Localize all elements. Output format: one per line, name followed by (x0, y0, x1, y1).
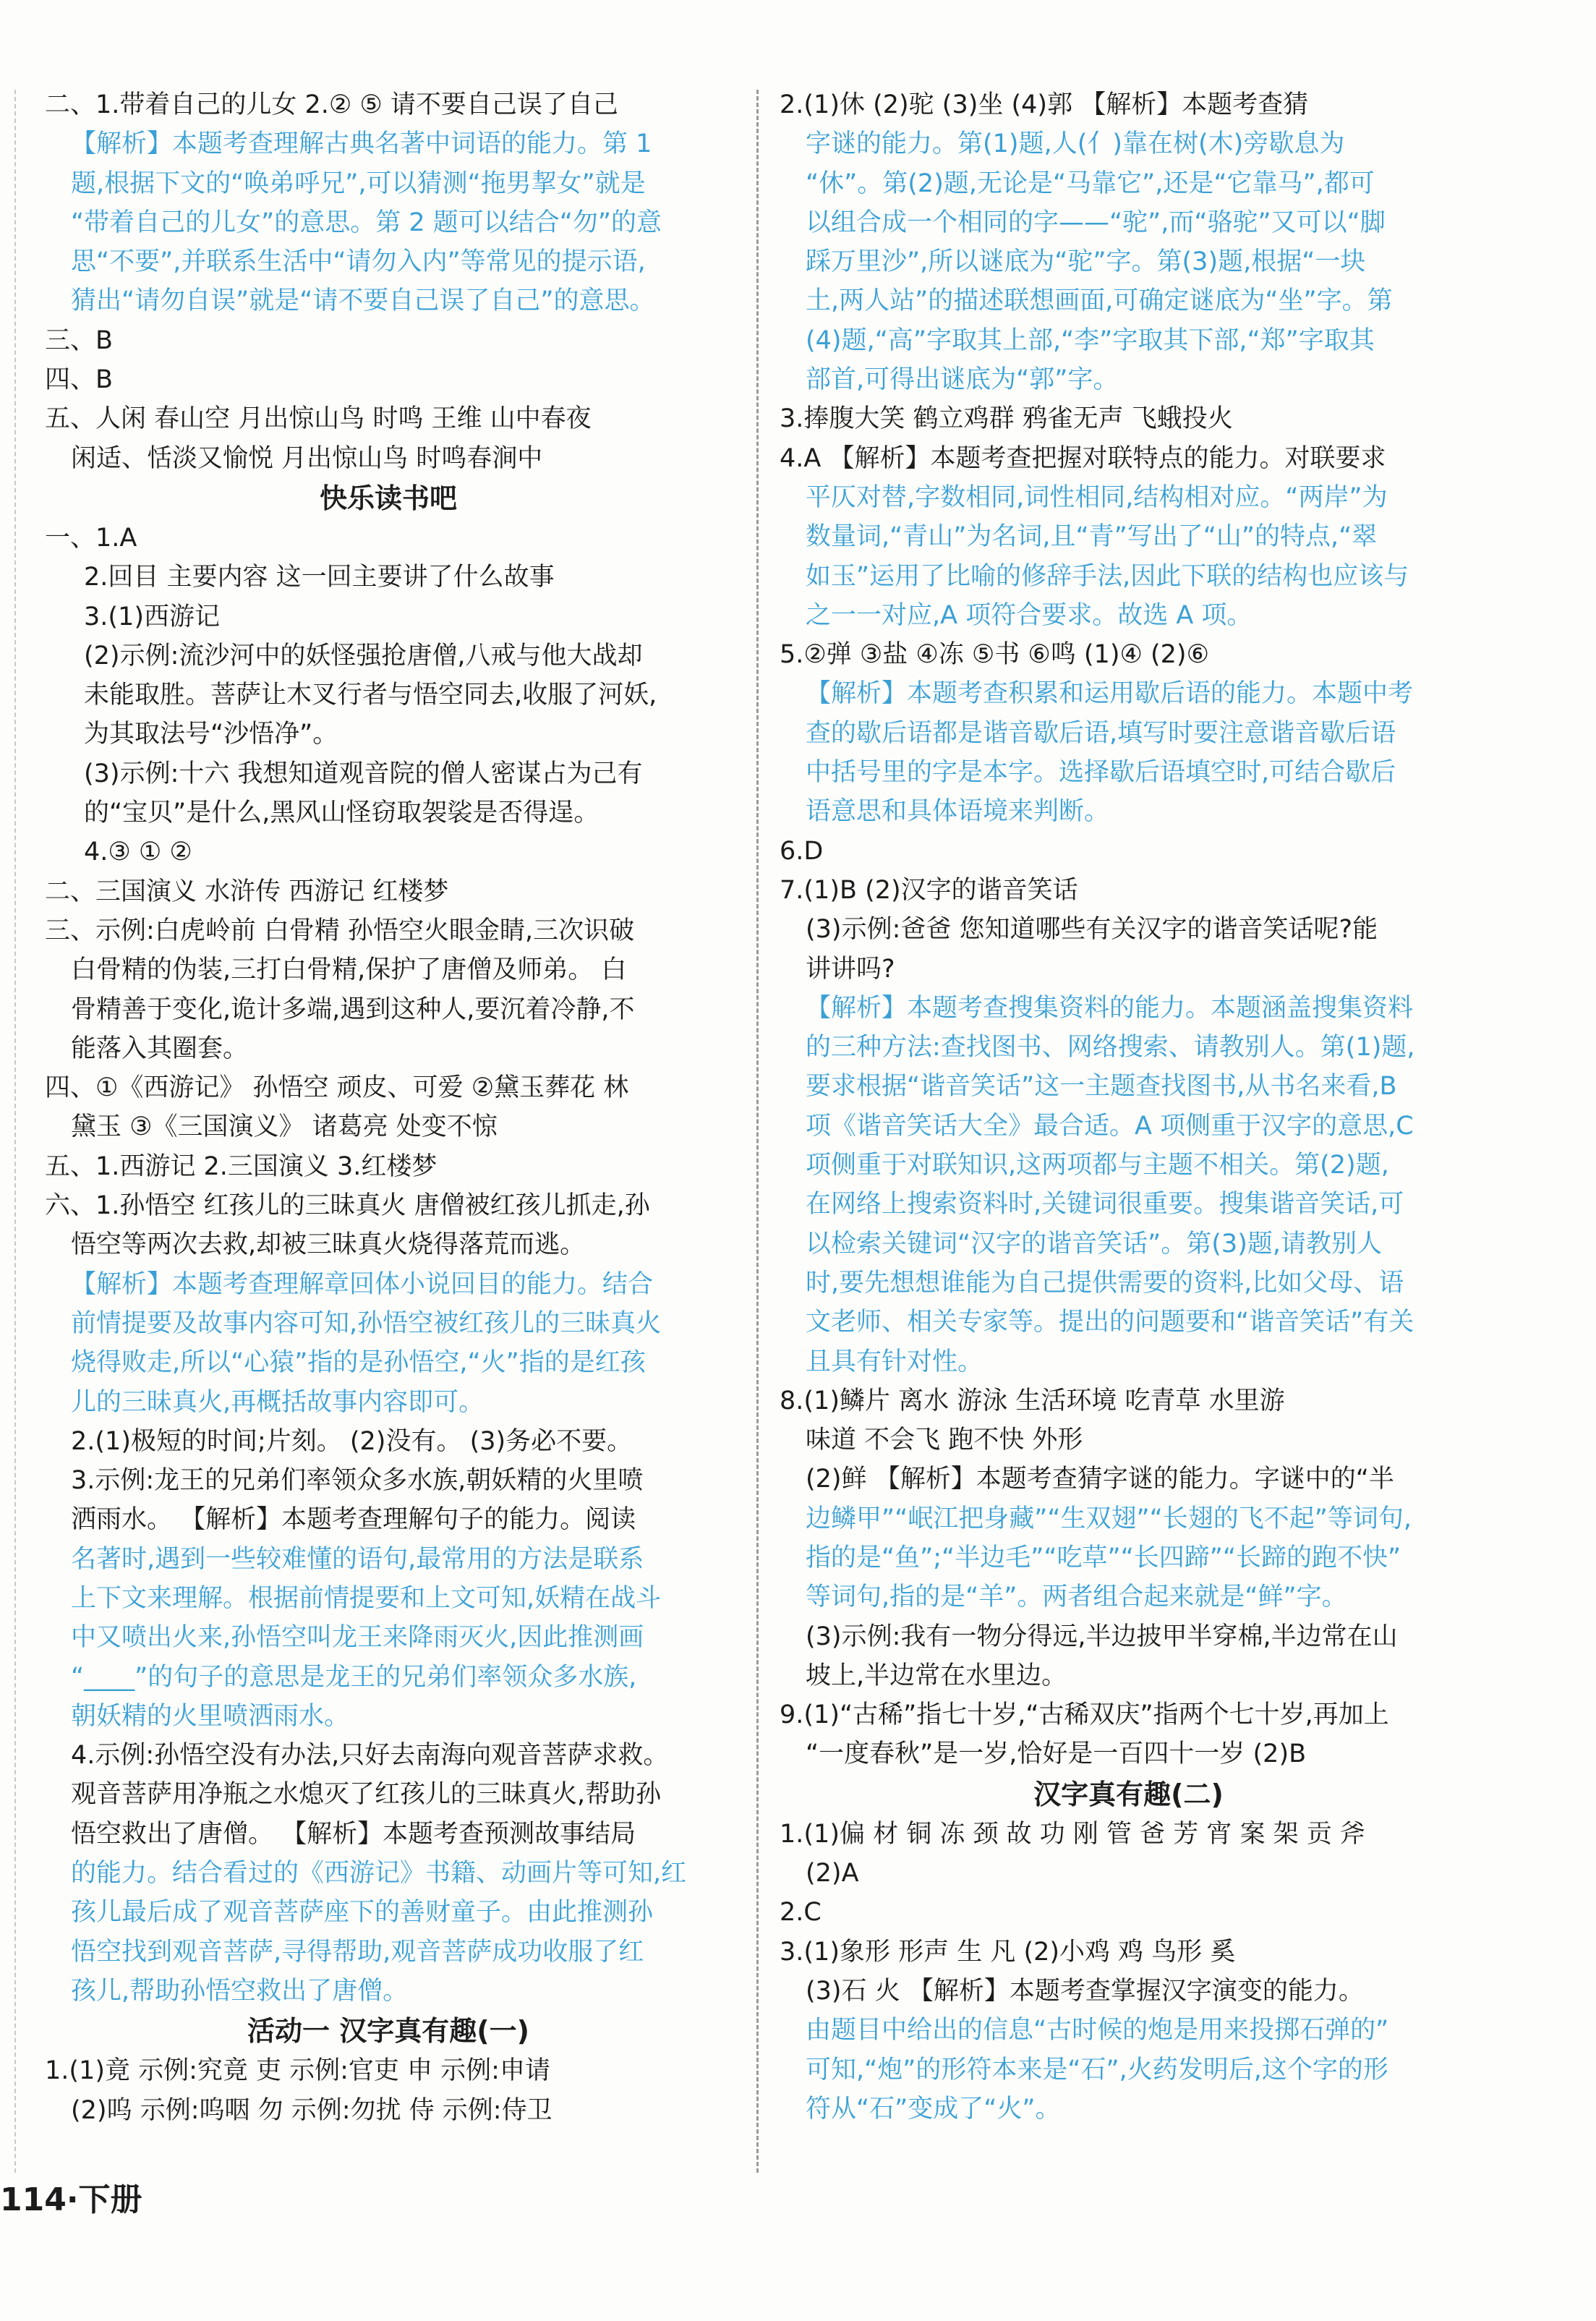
right-text-line: 要求根据“谐音笑话”这一主题查找图书,从书名来看,B (806, 1072, 1397, 1102)
right-text-line: 2.(1)休 (2)驼 (3)坐 (4)郭 【解析】本题考查猜 (780, 90, 1309, 119)
right-text-line: 9.(1)“古稀”指七十岁,“古稀双庆”指两个七十岁,再加上 (780, 1700, 1389, 1730)
left-text-line: 为其取法号“沙悟净”。 (84, 720, 338, 749)
right-text-line: (3)示例:我有一物分得远,半边披甲半穿棉,半边常在山 (806, 1622, 1398, 1651)
right-text-line: “一度春秋”是一岁,恰好是一百四十一岁 (2)B (806, 1739, 1307, 1769)
right-text-line: 语意思和具体语境来判断。 (806, 797, 1110, 827)
right-text-line: 时,要先想想谁能为自己提供需要的资料,比如父母、语 (806, 1268, 1404, 1298)
right-text-line: 【解析】本题考查积累和运用歇后语的能力。本题中考 (806, 679, 1414, 709)
left-text-line: 一、1.A (45, 523, 137, 553)
left-text-line: (3)示例:十六 我想知道观音院的僧人密谋占为己有 (84, 759, 643, 788)
left-text-line: 前情提要及故事内容可知,孙悟空被红孩儿的三昧真火 (71, 1308, 662, 1338)
right-text-line: 讲讲吗? (806, 954, 895, 984)
left-text-line: 白骨精的伪装,三打白骨精,保护了唐僧及师弟。 白 (71, 955, 627, 985)
right-text-line: (3)示例:爸爸 您知道哪些有关汉字的谐音笑话呢?能 (806, 915, 1378, 945)
left-text-line: 朝妖精的火里喷洒雨水。 (71, 1701, 350, 1731)
right-text-line: 项《谐音笑话大全》最合适。A 项侧重于汉字的意思,C (806, 1111, 1414, 1141)
left-text-line: “____”的句子的意思是龙王的兄弟们率领众多水族, (71, 1662, 637, 1692)
left-text-line: 悟空等两次去救,却被三昧真火烧得落荒而逃。 (71, 1230, 586, 1260)
left-text-line: 中又喷出火来,孙悟空叫龙王来降雨灭火,因此推测画 (71, 1623, 644, 1653)
page-number: 114·下册 (0, 2181, 142, 2218)
right-text-line: 文老师、相关专家等。提出的问题要和“谐音笑话”有关 (806, 1308, 1414, 1337)
left-text-line: 上下文来理解。根据前情提要和上文可知,妖精在战斗 (71, 1583, 662, 1613)
right-text-line: 以检索关键词“汉字的谐音笑话”。第(3)题,请教别人 (806, 1229, 1382, 1259)
right-text-line: 2.C (780, 1898, 822, 1928)
right-text-line: 土,两人站”的描述联想画面,可确定谜底为“坐”字。第 (806, 286, 1393, 316)
right-text-line: 项侧重于对联知识,这两项都与主题不相关。第(2)题, (806, 1151, 1389, 1180)
right-text-line: 如玉”运用了比喻的修辞手法,因此下联的结构也应该与 (806, 561, 1409, 591)
right-text-line: (3)石 火 【解析】本题考查掌握汉字演变的能力。 (806, 1976, 1364, 2006)
left-text-line: 的能力。结合看过的《西游记》书籍、动画片等可知,红 (71, 1859, 687, 1888)
left-text-line: 四、B (45, 365, 114, 395)
right-text-line: 在网络上搜索资料时,关键词很重要。搜集谐音笑话,可 (806, 1190, 1404, 1219)
left-text-line: (2)示例:流沙河中的妖怪强抢唐僧,八戒与他大战却 (84, 641, 643, 670)
right-text-line: 坡上,半边常在水里边。 (806, 1661, 1067, 1690)
answer-column-left (45, 85, 732, 2130)
left-text-line: 【解析】本题考查理解古典名著中词语的能力。第 1 (71, 129, 652, 159)
left-text-line: 孩儿,帮助孙悟空救出了唐僧。 (71, 1976, 409, 2006)
answer-column-right (780, 85, 1477, 2129)
left-text-line: 猜出“请勿自误”就是“请不要自己误了自己”的意思。 (71, 286, 655, 316)
left-text-line: 4.示例:孙悟空没有办法,只好去南海向观音菩萨求救。 (71, 1741, 669, 1771)
left-text-line: 2.回目 主要内容 这一回主要讲了什么故事 (84, 563, 555, 592)
left-text-line: 五、1.西游记 2.三国演义 3.红楼梦 (45, 1151, 438, 1181)
right-text-line: 1.(1)偏 材 铜 冻 颈 故 功 刚 管 爸 芳 宵 案 架 贡 斧 (780, 1819, 1365, 1849)
right-text-line: 符从“石”变成了“火”。 (806, 2094, 1061, 2124)
left-text-line: 3.示例:龙王的兄弟们率领众多水族,朝妖精的火里喷 (71, 1466, 644, 1496)
right-text-line: 中括号里的字是本字。选择歇后语填空时,可结合歇后 (806, 758, 1396, 788)
right-text-line: 以组合成一个相同的字——“驼”,而“骆驼”又可以“脚 (806, 208, 1386, 237)
left-text-line: 4.③ ① ② (84, 838, 192, 867)
right-text-line: 查的歇后语都是谐音歇后语,填写时要注意谐音歇后语 (806, 718, 1396, 748)
right-text-line: 7.(1)B (2)汉字的谐音笑话 (780, 875, 1078, 905)
left-text-line: 【解析】本题考查理解章回体小说回目的能力。结合 (71, 1269, 654, 1299)
right-text-line: 【解析】本题考查搜集资料的能力。本题涵盖搜集资料 (806, 993, 1414, 1023)
left-text-line: 二、三国演义 水浒传 西游记 红楼梦 (45, 877, 449, 906)
right-text-line: 指的是“鱼”;“半边毛”“吃草”“长四蹄”“长蹄的跑不快” (806, 1543, 1401, 1572)
right-text-line: “休”。第(2)题,无论是“马靠它”,还是“它靠马”,都可 (806, 169, 1375, 198)
left-text-line: 洒雨水。 【解析】本题考查理解句子的能力。阅读 (71, 1505, 636, 1535)
left-section-title: 快乐读书吧 (319, 482, 457, 514)
left-text-line: 二、1.带着自己的儿女 2.② ⑤ 请不要自己误了自己 (45, 90, 618, 119)
left-text-line: 四、①《西游记》 孙悟空 顽皮、可爱 ②黛玉葬花 林 (45, 1073, 629, 1103)
left-text-line: 能落入其圈套。 (71, 1034, 249, 1063)
left-text-line: 未能取胜。菩萨让木叉行者与悟空同去,收服了河妖, (84, 681, 657, 710)
right-text-line: 字谜的能力。第(1)题,人(亻)靠在树(木)旁歇息为 (806, 129, 1345, 159)
left-text-line: 五、人闲 春山空 月出惊山鸟 时鸣 王维 山中春夜 (45, 404, 592, 434)
left-text-line: 骨精善于变化,诡计多端,遇到这种人,要沉着冷静,不 (71, 995, 635, 1024)
left-text-line: 名著时,遇到一些较难懂的语句,最常用的方法是联系 (71, 1544, 644, 1574)
right-text-line: 之一一对应,A 项符合要求。故选 A 项。 (806, 600, 1253, 630)
left-text-line: 悟空救出了唐僧。 【解析】本题考查预测故事结局 (71, 1819, 636, 1849)
right-text-line: (2)A (806, 1859, 859, 1888)
column-divider (756, 90, 759, 2173)
right-text-line: 数量词,“青山”为名词,且“青”写出了“山”的特点,“翠 (806, 522, 1378, 552)
left-text-line: 三、B (45, 325, 114, 355)
left-text-line: 六、1.孙悟空 红孩儿的三昧真火 唐僧被红孩儿抓走,孙 (45, 1191, 650, 1221)
left-text-line: 3.(1)西游记 (84, 602, 220, 631)
right-text-line: 8.(1)鳞片 离水 游泳 生活环境 吃青草 水里游 (780, 1386, 1285, 1415)
right-text-line: 边鳞甲”“岷江把身藏”“生双翅”“长翅的飞不起”等词句, (806, 1504, 1412, 1533)
right-text-line: 平仄对替,字数相同,词性相同,结构相对应。“两岸”为 (806, 482, 1388, 512)
right-text-line: (2)鲜 【解析】本题考查猜字谜的能力。字谜中的“半 (806, 1465, 1394, 1494)
left-text-line: 闲适、恬淡又愉悦 月出惊山鸟 时鸣春涧中 (71, 443, 543, 473)
right-text-line: 3.捧腹大笑 鹤立鸡群 鸦雀无声 飞蛾投火 (780, 404, 1233, 434)
right-section-title: 汉字真有趣(二) (1033, 1778, 1224, 1810)
right-text-line: 6.D (780, 836, 824, 866)
left-text-line: 观音菩萨用净瓶之水熄灭了红孩儿的三昧真火,帮助孙 (71, 1780, 662, 1810)
right-text-line: 等词句,指的是“羊”。两者组合起来就是“鲜”字。 (806, 1583, 1347, 1612)
left-text-line: 2.(1)极短的时间;片刻。 (2)没有。 (3)务必不要。 (71, 1426, 633, 1456)
right-text-line: 4.A 【解析】本题考查把握对联特点的能力。对联要求 (780, 443, 1386, 473)
left-text-line: (2)呜 示例:呜咽 勿 示例:勿扰 侍 示例:侍卫 (71, 2095, 552, 2125)
left-text-line: 悟空找到观音菩萨,寻得帮助,观音菩萨成功收服了红 (71, 1937, 644, 1967)
right-text-line: 可知,“炮”的形符本来是“石”,火药发明后,这个字的形 (806, 2055, 1388, 2084)
right-text-line: (4)题,“高”字取其上部,“李”字取其下部,“郑”字取其 (806, 325, 1375, 355)
left-text-line: 1.(1)竟 示例:究竟 吏 示例:官吏 申 示例:申请 (45, 2056, 550, 2086)
right-text-line: 部首,可得出谜底为“郭”字。 (806, 365, 1119, 395)
right-text-line: 3.(1)象形 形声 生 凡 (2)小鸡 鸡 鸟形 奚 (780, 1937, 1236, 1967)
right-text-line: 的三种方法:查找图书、网络搜索、请教别人。第(1)题, (806, 1033, 1415, 1062)
binding-edge (14, 90, 16, 2173)
right-text-line: 且具有针对性。 (806, 1347, 983, 1376)
left-text-line: 三、示例:白虎岭前 白骨精 孙悟空火眼金睛,三次识破 (45, 916, 635, 945)
left-text-line: 题,根据下文的“唤弟呼兄”,可以猜测“拖男挈女”就是 (71, 169, 646, 198)
left-text-line: 烧得败走,所以“心猿”指的是孙悟空,“火”指的是红孩 (71, 1348, 646, 1378)
left-text-line: 孩儿最后成了观音菩萨座下的善财童子。由此推测孙 (71, 1898, 654, 1928)
right-text-line: 5.②弹 ③盐 ④冻 ⑤书 ⑥鸣 (1)④ (2)⑥ (780, 640, 1209, 670)
right-text-line: 由题目中给出的信息“古时候的炮是用来投掷石弹的” (806, 2016, 1389, 2045)
right-text-line: 味道 不会飞 跑不快 外形 (806, 1426, 1083, 1455)
right-text-line: 踩万里沙”,所以谜底为“驼”字。第(3)题,根据“一块 (806, 247, 1366, 277)
left-section-title: 活动一 汉字真有趣(一) (247, 2015, 529, 2048)
left-text-line: 黛玉 ③《三国演义》 诸葛亮 处变不惊 (71, 1112, 498, 1142)
left-text-line: 儿的三昧真火,再概括故事内容即可。 (71, 1387, 485, 1417)
left-text-line: 思“不要”,并联系生活中“请勿入内”等常见的提示语, (71, 247, 646, 277)
left-text-line: 的“宝贝”是什么,黑风山怪窃取袈裟是否得逞。 (84, 798, 599, 828)
left-text-line: “带着自己的儿女”的意思。第 2 题可以结合“勿”的意 (71, 208, 662, 237)
